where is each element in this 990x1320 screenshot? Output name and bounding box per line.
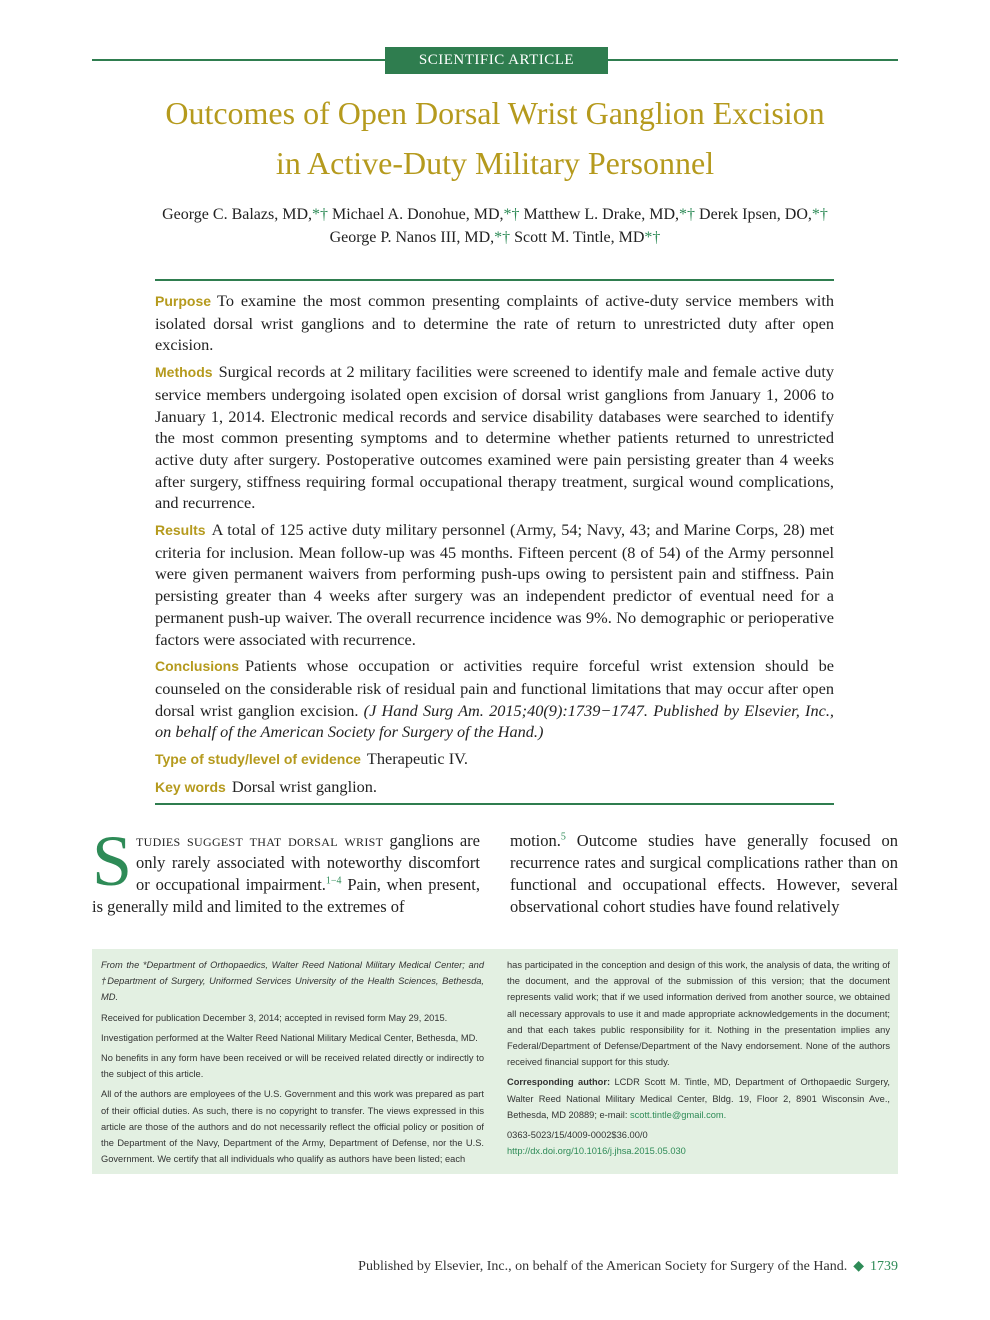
- benefits-note: No benefits in any form have been received or will be received related directly or indirectly to the subject of this article.: [101, 1053, 484, 1080]
- footnote-box: [92, 949, 898, 1174]
- title-line-1: Outcomes of Open Dorsal Wrist Ganglion Excision: [165, 95, 825, 131]
- author-affiliation-link[interactable]: *†: [312, 206, 328, 223]
- author-affiliation-link[interactable]: *†: [494, 229, 511, 246]
- footnote-column-left: [101, 957, 484, 1171]
- article-title: [92, 88, 898, 188]
- drop-cap: S: [92, 821, 133, 901]
- body-text: Outcome studies have generally focused on recurrence rates and surgical complications rather than on functional and occupational effects. However, several observational cohort studies have found relatively: [510, 831, 898, 916]
- type-text: Therapeutic IV.: [366, 749, 468, 769]
- author-affiliation-link[interactable]: *†: [503, 206, 520, 223]
- results-label: Results: [155, 522, 206, 539]
- banner-rule-right: [608, 59, 898, 61]
- author-affiliation-link[interactable]: *†: [811, 206, 828, 223]
- affiliations-note: From the *Department of Orthopaedics, Walter Reed National Military Medical Center; and †Department of Surgery, Uniformed Services University of the Health Sciences, Bethesda, MD.: [101, 960, 484, 1003]
- author-name: Derek Ipsen, DO,: [699, 206, 812, 223]
- page-footer: [358, 1258, 898, 1275]
- issn: 0363-5023/15/4009-0002$36.00/0: [507, 1130, 648, 1141]
- abstract-conclusions: [155, 655, 834, 743]
- body-column-left: [92, 821, 480, 918]
- author-list: [92, 203, 898, 249]
- results-text: A total of 125 active duty military personnel (Army, 54; Navy, 43; and Marine Corps, 28) met criteria for inclusion. Mean follow-up was 45 months. Fifteen percent (8 of 54) of the Army personnel were given permanent waivers from performing push-ups owing to persistent pain and stiffness. Pain persisting greater than 4 weeks after surgery was an independent predictor of eventual need for a permanent push-up waiver. The overall recurrence incidence was 9%. No demographic or perioperative factors were associated with recurrence.: [155, 520, 834, 649]
- keywords-label: Key words: [155, 778, 226, 795]
- conclusions-text: Patients whose occupation or activities require forceful wrist extension should be counseled on the considerable risk of residual pain and functional limitations that may occur after open dorsal wrist ganglion excision.: [155, 656, 834, 720]
- author-affiliation-link[interactable]: *†: [679, 206, 696, 223]
- abstract: [155, 290, 834, 803]
- abstract-type: [155, 748, 834, 771]
- methods-label: Methods: [155, 364, 213, 381]
- type-label: Type of study/level of evidence: [155, 751, 361, 768]
- corresponding-author: [507, 1074, 890, 1123]
- corresponding-author-text: LCDR Scott M. Tintle, MD, Department of Orthopaedic Surgery, Walter Reed National Military Medical Center, Bldg. 19, Floor 2, 8901 Wisconsin Ave., Bethesda, MD 20889; e-mail:: [507, 1077, 890, 1120]
- author-name: George C. Balazs, MD,: [162, 206, 312, 223]
- body-text: Pain, when present, is generally mild and limited to the extremes of: [92, 875, 480, 916]
- abstract-bottom-rule: [155, 803, 834, 805]
- author-affiliation-link[interactable]: *†: [644, 229, 661, 246]
- author-name: George P. Nanos III, MD,: [329, 229, 495, 246]
- banner-rule-left: [92, 59, 385, 61]
- authors-line-1: [92, 203, 898, 226]
- footnote-column-right: [507, 957, 890, 1163]
- government-note-continued: has participated in the conception and design of this work, the analysis of data, the writing of the document, and the approval of the submission of this version; that the document represents valid work; that if we used information derived from another source, we obtained all necessary approvals to use it and made appropriate acknowledgements in the document; and that each takes public responsibility for it. Nothing in the presentation implies any Federal/Department of Defense/Department of the Navy endorsement. None of the authors received financial support for this study.: [507, 960, 890, 1068]
- received-note: Received for publication December 3, 2014; accepted in revised form May 29, 2015.: [101, 1012, 448, 1023]
- lead-in-smallcaps: tudies suggest that dorsal wrist: [136, 831, 384, 850]
- conclusions-label: Conclusions: [155, 658, 240, 675]
- abstract-purpose: [155, 290, 834, 356]
- diamond-icon: ◆: [853, 1259, 864, 1274]
- government-note: All of the authors are employees of the U.S. Government and this work was prepared as part of their official duties. As such, there is no copyright to transfer. The views expressed in this article are those of the authors and do not necessarily reflect the official policy or position of the Department of the Navy, Department of the Army, Department of Defense, nor the U.S. Government. We certify that all individuals who qualify as authors have been listed; each: [101, 1089, 484, 1165]
- email-link[interactable]: scott.tintle@gmail.com.: [630, 1109, 727, 1120]
- authors-line-2: [92, 226, 898, 249]
- reference-link[interactable]: 1−4: [325, 875, 342, 887]
- investigation-note: Investigation performed at the Walter Reed National Military Medical Center, Bethesda, MD.: [101, 1032, 478, 1043]
- page-number: 1739: [870, 1259, 898, 1274]
- corresponding-author-label: Corresponding author:: [507, 1077, 611, 1088]
- purpose-text: To examine the most common presenting complaints of active-duty service members with isolated dorsal wrist ganglions and to determine the rate of return to unrestricted duty after open excision.: [155, 291, 834, 355]
- publisher-note: Published by Elsevier, Inc., on behalf of the American Society for Surgery of the Hand.: [358, 1259, 848, 1274]
- abstract-keywords: [155, 776, 834, 799]
- body-text: ganglions are only rarely associated with noteworthy discomfort or occupational impairment.: [136, 831, 480, 894]
- author-name: Matthew L. Drake, MD,: [523, 206, 680, 223]
- abstract-top-rule: [155, 279, 834, 281]
- author-name: Scott M. Tintle, MD: [514, 229, 645, 246]
- title-line-2: in Active-Duty Military Personnel: [275, 145, 715, 181]
- purpose-label: Purpose: [155, 293, 212, 309]
- body-column-right: [510, 830, 898, 918]
- citation: (J Hand Surg Am. 2015;40(9):1739−1747. Published by Elsevier, Inc., on behalf of the American Society for Surgery of the Hand.): [155, 700, 834, 742]
- keywords-text: Dorsal wrist ganglion.: [231, 776, 377, 796]
- abstract-methods: [155, 361, 834, 514]
- body-text: motion.: [510, 831, 561, 850]
- methods-text: Surgical records at 2 military facilities were screened to identify male and female active duty service members undergoing isolated open excision of dorsal wrist ganglions from January 1, 2006 to January 1, 2014. Electronic medical records and service disability databases were searched to identify the most common presenting symptoms and to determine whether patients returned to unrestricted active duty after surgery. Postoperative outcomes examined were pain persisting greater than 4 weeks after surgery, stiffness requiring formal occupational therapy treatment, surgical wound complications, and recurrence.: [155, 362, 834, 513]
- abstract-results: [155, 519, 834, 650]
- doi-link[interactable]: http://dx.doi.org/10.1016/j.jhsa.2015.05.030: [507, 1146, 686, 1157]
- reference-link[interactable]: 5: [560, 831, 566, 843]
- author-name: Michael A. Donohue, MD,: [332, 206, 504, 223]
- article-type-banner: SCIENTIFIC ARTICLE: [385, 47, 608, 74]
